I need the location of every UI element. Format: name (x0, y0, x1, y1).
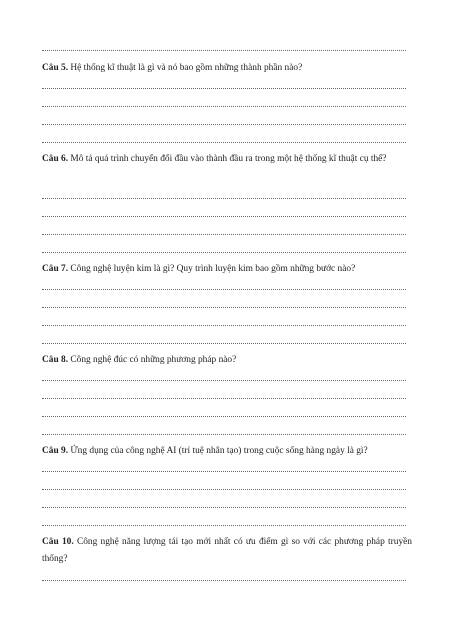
question-number: Câu 9. (42, 446, 69, 456)
answer-line[interactable] (42, 380, 406, 381)
answer-line[interactable] (42, 471, 406, 472)
question-9 (42, 443, 412, 460)
question-text: Công nghệ năng lượng tái tạo mới nhất có ưu điểm gì so với các phương pháp truyền thống? (42, 537, 412, 564)
answer-line[interactable] (42, 252, 406, 253)
answer-line[interactable] (42, 307, 406, 308)
answer-line[interactable] (42, 525, 406, 526)
question-text: Công nghệ đúc có những phương pháp nào? (70, 355, 237, 365)
question-number: Câu 10. (42, 537, 74, 547)
answer-line[interactable] (42, 198, 406, 199)
question-7 (42, 261, 412, 278)
answer-line[interactable] (42, 343, 406, 344)
answer-line[interactable] (42, 325, 406, 326)
question-number: Câu 5. (42, 63, 69, 73)
question-text: Công nghệ luyện kim là gì? Quy trình luyện kim bao gồm những bước nào? (70, 264, 356, 274)
question-number: Câu 7. (42, 264, 69, 274)
question-10 (42, 534, 412, 568)
answer-line[interactable] (42, 50, 406, 51)
answer-line[interactable] (42, 106, 406, 107)
question-6 (42, 151, 412, 168)
answer-line[interactable] (42, 434, 406, 435)
answer-line[interactable] (42, 507, 406, 508)
answer-line[interactable] (42, 124, 406, 125)
question-number: Câu 8. (42, 355, 69, 365)
answer-line[interactable] (42, 398, 406, 399)
question-8 (42, 352, 412, 369)
answer-line[interactable] (42, 142, 406, 143)
answer-line[interactable] (42, 234, 406, 235)
question-number: Câu 6. (42, 154, 69, 164)
answer-line[interactable] (42, 489, 406, 490)
answer-line[interactable] (42, 416, 406, 417)
answer-line[interactable] (42, 88, 406, 89)
question-text: Ứng dụng của công nghệ AI (trí tuệ nhân tạo) trong cuộc sống hàng ngày là gì? (70, 446, 368, 456)
answer-line[interactable] (42, 216, 406, 217)
answer-line[interactable] (42, 580, 406, 581)
answer-line[interactable] (42, 289, 406, 290)
question-5 (42, 60, 412, 77)
question-text: Mô tả quá trình chuyển đổi đầu vào thành đầu ra trong một hệ thống kĩ thuật cụ thể? (70, 154, 387, 164)
question-text: Hệ thống kĩ thuật là gì và nó bao gồm những thành phần nào? (70, 63, 303, 73)
